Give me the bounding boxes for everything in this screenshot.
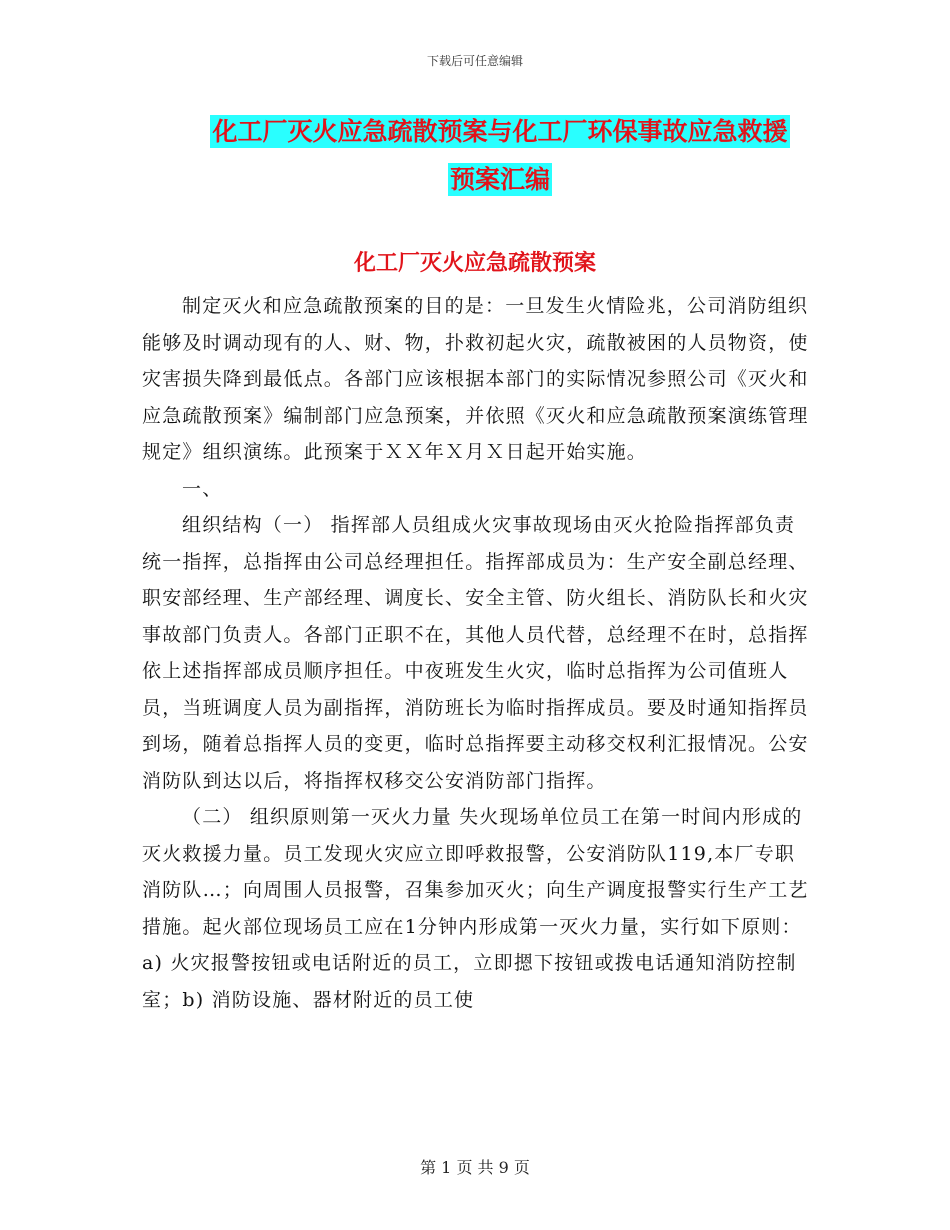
- section-title: 化工厂灭火应急疏散预案: [353, 251, 596, 276]
- page-footer: 第 1 页 共 9 页: [420, 1158, 530, 1177]
- document-title-line-2: 预案汇编: [449, 165, 550, 194]
- body-paragraph-numbering: 一、: [182, 477, 223, 500]
- body-paragraph-purpose: 制定灭火和应急疏散预案的目的是：一旦发生火情险兆，公司消防组织能够及时调动现有的人、财、物，扑救初起火灾，疏散被困的人员物资，使灾害损失降到最低点。各部门应该根据本部门的实际情况参照公司《灭火和应急疏散预案》编制部门应急预案，并依照《灭火和应急疏散预案演练管理规定》组织演练。此预案于ＸＸ年Ｘ月Ｘ日起开始实施。: [142, 295, 809, 463]
- document-title: [180, 108, 820, 204]
- document-body: [142, 288, 812, 1018]
- page-header-note: 下载后可任意编辑: [426, 54, 523, 68]
- body-paragraph-principles: （二） 组织原则第一灭火力量 失火现场单位员工在第一时间内形成的灭火救援力量。员工发现火灾应立即呼救报警，公安消防队119,本厂专职消防队…；向周围人员报警，召集参加灭火；向生产调度报警实行生产工艺措施。起火部位现场员工应在1分钟内形成第一灭火力量，实行如下原则：a) 火灾报警按钮或电话附近的员工，立即摁下按钮或拨电话通知消防控制室；b) 消防设施、器材附近的员工使: [142, 806, 809, 1011]
- document-title-line-1: 化工厂灭火应急疏散预案与化工厂环保事故应急救援: [212, 117, 788, 146]
- body-paragraph-organization: 组织结构（一） 指挥部人员组成火灾事故现场由灭火抢险指挥部负责统一指挥，总指挥由公司总经理担任。指挥部成员为：生产安全副总经理、职安部经理、生产部经理、调度长、安全主管、防火组长、消防队长和火灾事故部门负责人。各部门正职不在，其他人员代替，总经理不在时，总指挥依上述指挥部成员顺序担任。中夜班发生火灾，临时总指挥为公司值班人员，当班调度人员为副指挥，消防班长为临时指挥成员。要及时通知指挥员到场，随着总指挥人员的变更，临时总指挥要主动移交权利汇报情况。公安消防队到达以后，将指挥权移交公安消防部门指挥。: [142, 514, 809, 792]
